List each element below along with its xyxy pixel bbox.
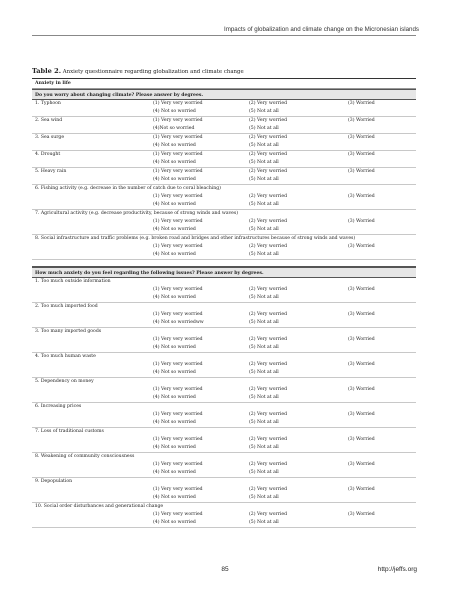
answer-option: (1) Very very worried	[153, 437, 203, 442]
answer-option: (4) Not so worried	[153, 495, 196, 500]
question-label-row	[32, 378, 416, 386]
question-label: 4. Drought	[35, 152, 61, 157]
answer-option: (2) Very worried	[249, 244, 288, 249]
answer-option: (1) Very very worried	[153, 118, 203, 123]
blank-cell	[32, 436, 153, 444]
answer-row	[32, 151, 416, 159]
answer-option: (4) Not so worried	[153, 420, 196, 425]
blank-cell	[32, 108, 153, 116]
answer-option: (1) Very very worried	[153, 337, 203, 342]
blank-cell	[348, 142, 414, 150]
question-item	[32, 353, 416, 378]
question-label: 4. Too much human waste	[35, 354, 96, 359]
question-label-row	[32, 328, 416, 336]
question-label-row	[32, 478, 416, 486]
blank-cell	[32, 218, 153, 226]
answer-option: (5) Not at all	[249, 520, 279, 525]
answer-option: (4) Not so worried	[153, 395, 196, 400]
blank-cell	[348, 469, 414, 477]
answer-option: (3) Worried	[348, 101, 375, 106]
blank-cell	[32, 286, 153, 294]
answer-row	[32, 444, 416, 452]
answer-option: (1) Very very worried	[153, 512, 203, 517]
answer-row	[32, 344, 416, 352]
answer-option: (5) Not at all	[249, 395, 279, 400]
question-label: 10. Social order disturbances and generational change	[35, 504, 164, 509]
answer-option: (3) Worried	[348, 462, 375, 467]
question-label: 1. Typhoon	[35, 101, 61, 106]
answer-option: (5) Not at all	[249, 126, 279, 131]
answer-option: (2) Very worried	[249, 387, 288, 392]
answer-option: (4) Not so worried	[153, 520, 196, 525]
question-item	[32, 185, 416, 210]
question-item	[32, 117, 416, 134]
blank-cell	[348, 494, 414, 502]
answer-option: (3) Worried	[348, 387, 375, 392]
answer-option: (2) Very worried	[249, 101, 288, 106]
question-item	[32, 403, 416, 428]
answer-row	[32, 201, 416, 209]
answer-option: (3) Worried	[348, 337, 375, 342]
question-item	[32, 134, 416, 151]
question-label: 3. Too many imported goods	[35, 329, 102, 334]
question-item	[32, 168, 416, 185]
answer-row	[32, 286, 416, 294]
question-item	[32, 428, 416, 453]
blank-cell	[348, 226, 414, 234]
answer-option: (4) Not so worried	[153, 470, 196, 475]
question-label: 5. Heavy rain	[35, 169, 67, 174]
answer-row	[32, 100, 416, 108]
answer-option: (1) Very very worried	[153, 219, 203, 224]
blank-cell	[32, 469, 153, 477]
answer-option: (1) Very very worried	[153, 169, 203, 174]
blank-cell	[348, 108, 414, 116]
question-label-row	[32, 210, 416, 218]
blank-cell	[348, 344, 414, 352]
blank-cell	[32, 444, 153, 452]
section-issues-items	[32, 278, 416, 528]
section-heading-climate: Do you worry about changing climate? Please answer by degrees.	[32, 89, 416, 100]
answer-option: (2) Very worried	[249, 287, 288, 292]
section-climate-items	[32, 100, 416, 260]
answer-row	[32, 461, 416, 469]
answer-option: (3) Worried	[348, 194, 375, 199]
answer-option: (2) Very worried	[249, 169, 288, 174]
blank-cell	[32, 511, 153, 519]
blank-cell	[32, 294, 153, 302]
section-heading-issues: How much anxiety do you feel regarding the following issues? Please answer by degrees.	[32, 267, 416, 278]
answer-option: (2) Very worried	[249, 487, 288, 492]
answer-option: (1) Very very worried	[153, 462, 203, 467]
answer-row	[32, 142, 416, 150]
answer-row	[32, 436, 416, 444]
answer-option: (2) Very worried	[249, 118, 288, 123]
question-label-row	[32, 428, 416, 436]
blank-cell	[348, 251, 414, 259]
answer-option: (3) Worried	[348, 512, 375, 517]
question-item	[32, 378, 416, 403]
question-item	[32, 100, 416, 117]
answer-row	[32, 243, 416, 251]
answer-option: (5) Not at all	[249, 202, 279, 207]
answer-row	[32, 168, 416, 176]
answer-row	[32, 251, 416, 259]
blank-cell	[348, 394, 414, 402]
blank-cell	[348, 176, 414, 184]
question-item	[32, 453, 416, 478]
answer-option: (1) Very very worried	[153, 194, 203, 199]
answer-row	[32, 411, 416, 419]
answer-option: (5) Not at all	[249, 177, 279, 182]
blank-cell	[32, 176, 153, 184]
blank-cell	[348, 319, 414, 327]
question-item	[32, 235, 416, 260]
answer-option: (5) Not at all	[249, 420, 279, 425]
answer-option: (4) Not so worried	[153, 160, 196, 165]
answer-row	[32, 176, 416, 184]
question-label: 2. Sea wind	[35, 118, 63, 123]
answer-row	[32, 419, 416, 427]
question-label: 2. Too much imported food	[35, 304, 98, 309]
blank-cell	[348, 294, 414, 302]
answer-row	[32, 519, 416, 527]
question-label-row	[32, 185, 416, 193]
question-label: 6. Increasing prices	[35, 404, 82, 409]
answer-option: (2) Very worried	[249, 362, 288, 367]
question-item	[32, 478, 416, 503]
answer-option: (3) Worried	[348, 135, 375, 140]
question-label: 8. Social infrastructure and traffic problems (e.g. broken road and bridges and other infrastructures because of strong winds and waves)	[35, 236, 356, 241]
answer-option: (1) Very very worried	[153, 312, 203, 317]
question-label: 8. Weakening of community consciousness	[35, 454, 135, 459]
answer-option: (2) Very worried	[249, 152, 288, 157]
answer-option: (1) Very very worried	[153, 487, 203, 492]
questionnaire-table	[32, 78, 416, 528]
answer-option: (1) Very very worried	[153, 412, 203, 417]
blank-cell	[32, 311, 153, 319]
answer-option: (5) Not at all	[249, 370, 279, 375]
blank-cell	[32, 251, 153, 259]
question-label: 5. Dependency on money	[35, 379, 94, 384]
question-label: 7. Agricultural activity (e.g. decrease productivity, because of strong winds and waves)	[35, 211, 239, 216]
answer-row	[32, 511, 416, 519]
blank-cell	[32, 243, 153, 251]
question-label-row	[32, 353, 416, 361]
question-label: 6. Fishing activity (e.g. decrease in the number of catch due to coral bleaching)	[35, 186, 221, 191]
blank-cell	[32, 419, 153, 427]
answer-option: (4) Not so worried	[153, 143, 196, 148]
answer-option: (3) Worried	[348, 412, 375, 417]
question-item	[32, 151, 416, 168]
blank-cell	[32, 411, 153, 419]
blank-cell	[348, 369, 414, 377]
answer-row	[32, 226, 416, 234]
answer-option: (1) Very very worried	[153, 135, 203, 140]
blank-cell	[32, 336, 153, 344]
answer-row	[32, 369, 416, 377]
page-number: 85	[221, 566, 229, 573]
question-label-row	[32, 278, 416, 286]
answer-row	[32, 336, 416, 344]
blank-cell	[348, 444, 414, 452]
answer-row	[32, 218, 416, 226]
answer-option: (5) Not at all	[249, 470, 279, 475]
blank-cell	[32, 461, 153, 469]
answer-option: (3) Worried	[348, 169, 375, 174]
answer-option: (1) Very very worried	[153, 387, 203, 392]
blank-cell	[32, 486, 153, 494]
answer-option: (1) Very very worried	[153, 362, 203, 367]
answer-row	[32, 469, 416, 477]
answer-option: (1) Very very worried	[153, 152, 203, 157]
answer-option: (3) Worried	[348, 152, 375, 157]
answer-row	[32, 311, 416, 319]
answer-option: (4) Not so worried	[153, 202, 196, 207]
section-gap	[32, 260, 416, 267]
question-item	[32, 328, 416, 353]
answer-row	[32, 134, 416, 142]
answer-row	[32, 294, 416, 302]
question-label-row	[32, 235, 416, 243]
answer-option: (4) Not so worried	[153, 295, 196, 300]
blank-cell	[348, 159, 414, 167]
answer-option: (5) Not at all	[249, 345, 279, 350]
blank-cell	[32, 125, 153, 133]
answer-option: (5) Not at all	[249, 109, 279, 114]
question-label-row	[32, 403, 416, 411]
answer-row	[32, 159, 416, 167]
answer-option: (3) Worried	[348, 244, 375, 249]
blank-cell	[348, 125, 414, 133]
answer-option: (5) Not at all	[249, 160, 279, 165]
answer-option: (3) Worried	[348, 362, 375, 367]
blank-cell	[32, 344, 153, 352]
answer-row	[32, 394, 416, 402]
question-label-row	[32, 503, 416, 511]
answer-option: (4) Not so worried	[153, 252, 196, 257]
answer-option: (4) Not so worried	[153, 109, 196, 114]
answer-option: (3) Worried	[348, 118, 375, 123]
answer-row	[32, 319, 416, 327]
answer-option: (5) Not at all	[249, 227, 279, 232]
caption-text: Anxiety questionnaire regarding globalization and climate change	[62, 69, 244, 75]
question-label-row	[32, 453, 416, 461]
blank-cell	[32, 193, 153, 201]
answer-option: (2) Very worried	[249, 337, 288, 342]
question-label: 1. Too much outside information	[35, 279, 111, 284]
blank-cell	[32, 494, 153, 502]
answer-option: (2) Very worried	[249, 194, 288, 199]
answer-option: (4) Not so worried	[153, 445, 196, 450]
blank-cell	[32, 159, 153, 167]
answer-option: (5) Not at all	[249, 295, 279, 300]
answer-option: (4) Not so worried	[153, 227, 196, 232]
answer-option: (3) Worried	[348, 219, 375, 224]
answer-option: (2) Very worried	[249, 312, 288, 317]
answer-option: (2) Very worried	[249, 437, 288, 442]
blank-cell	[32, 201, 153, 209]
blank-cell	[32, 226, 153, 234]
header-rule	[32, 35, 416, 36]
answer-option: (2) Very worried	[249, 219, 288, 224]
answer-option: (1) Very very worried	[153, 287, 203, 292]
answer-option: (2) Very worried	[249, 462, 288, 467]
footer-url: http://jeffs.org	[377, 566, 417, 573]
blank-cell	[32, 519, 153, 527]
answer-option: (2) Very worried	[249, 135, 288, 140]
answer-option: (5) Not at all	[249, 252, 279, 257]
answer-option: (4) Not so worried	[153, 177, 196, 182]
answer-row	[32, 386, 416, 394]
caption-label: Table 2.	[32, 67, 62, 75]
table-title: Anxiety in life	[32, 79, 416, 89]
answer-option: (5) Not at all	[249, 495, 279, 500]
answer-option: (1) Very very worried	[153, 101, 203, 106]
question-label: 9. Depopulation	[35, 479, 73, 484]
question-item	[32, 503, 416, 528]
blank-cell	[32, 361, 153, 369]
answer-option: (5) Not at all	[249, 143, 279, 148]
answer-row	[32, 486, 416, 494]
answer-option: (3) Worried	[348, 487, 375, 492]
answer-option: (4) Not so worried	[153, 370, 196, 375]
blank-cell	[32, 319, 153, 327]
answer-option: (4)Not so worried	[153, 126, 195, 131]
question-label: 7. Loss of traditional customs	[35, 429, 104, 434]
answer-row	[32, 108, 416, 116]
blank-cell	[32, 394, 153, 402]
answer-row	[32, 494, 416, 502]
answer-row	[32, 193, 416, 201]
answer-option: (3) Worried	[348, 287, 375, 292]
question-label: 3. Sea surge	[35, 135, 65, 140]
answer-row	[32, 117, 416, 125]
answer-option: (2) Very worried	[249, 512, 288, 517]
answer-option: (5) Not at all	[249, 445, 279, 450]
question-label-row	[32, 303, 416, 311]
answer-option: (3) Worried	[348, 312, 375, 317]
answer-option: (3) Worried	[348, 437, 375, 442]
answer-option: (5) Not at all	[249, 320, 279, 325]
answer-row	[32, 125, 416, 133]
question-item	[32, 278, 416, 303]
blank-cell	[348, 419, 414, 427]
table-caption	[32, 67, 244, 75]
blank-cell	[32, 386, 153, 394]
answer-option: (4) Not so worried	[153, 345, 196, 350]
answer-option: (1) Very very worried	[153, 244, 203, 249]
blank-cell	[348, 201, 414, 209]
blank-cell	[32, 142, 153, 150]
answer-option: (2) Very worried	[249, 412, 288, 417]
running-head: Impacts of globalization and climate change on the Micronesian islands	[223, 26, 419, 33]
answer-row	[32, 361, 416, 369]
question-item	[32, 210, 416, 235]
blank-cell	[32, 369, 153, 377]
answer-option: (4) Not so worriedww	[153, 320, 204, 325]
question-item	[32, 303, 416, 328]
blank-cell	[348, 519, 414, 527]
